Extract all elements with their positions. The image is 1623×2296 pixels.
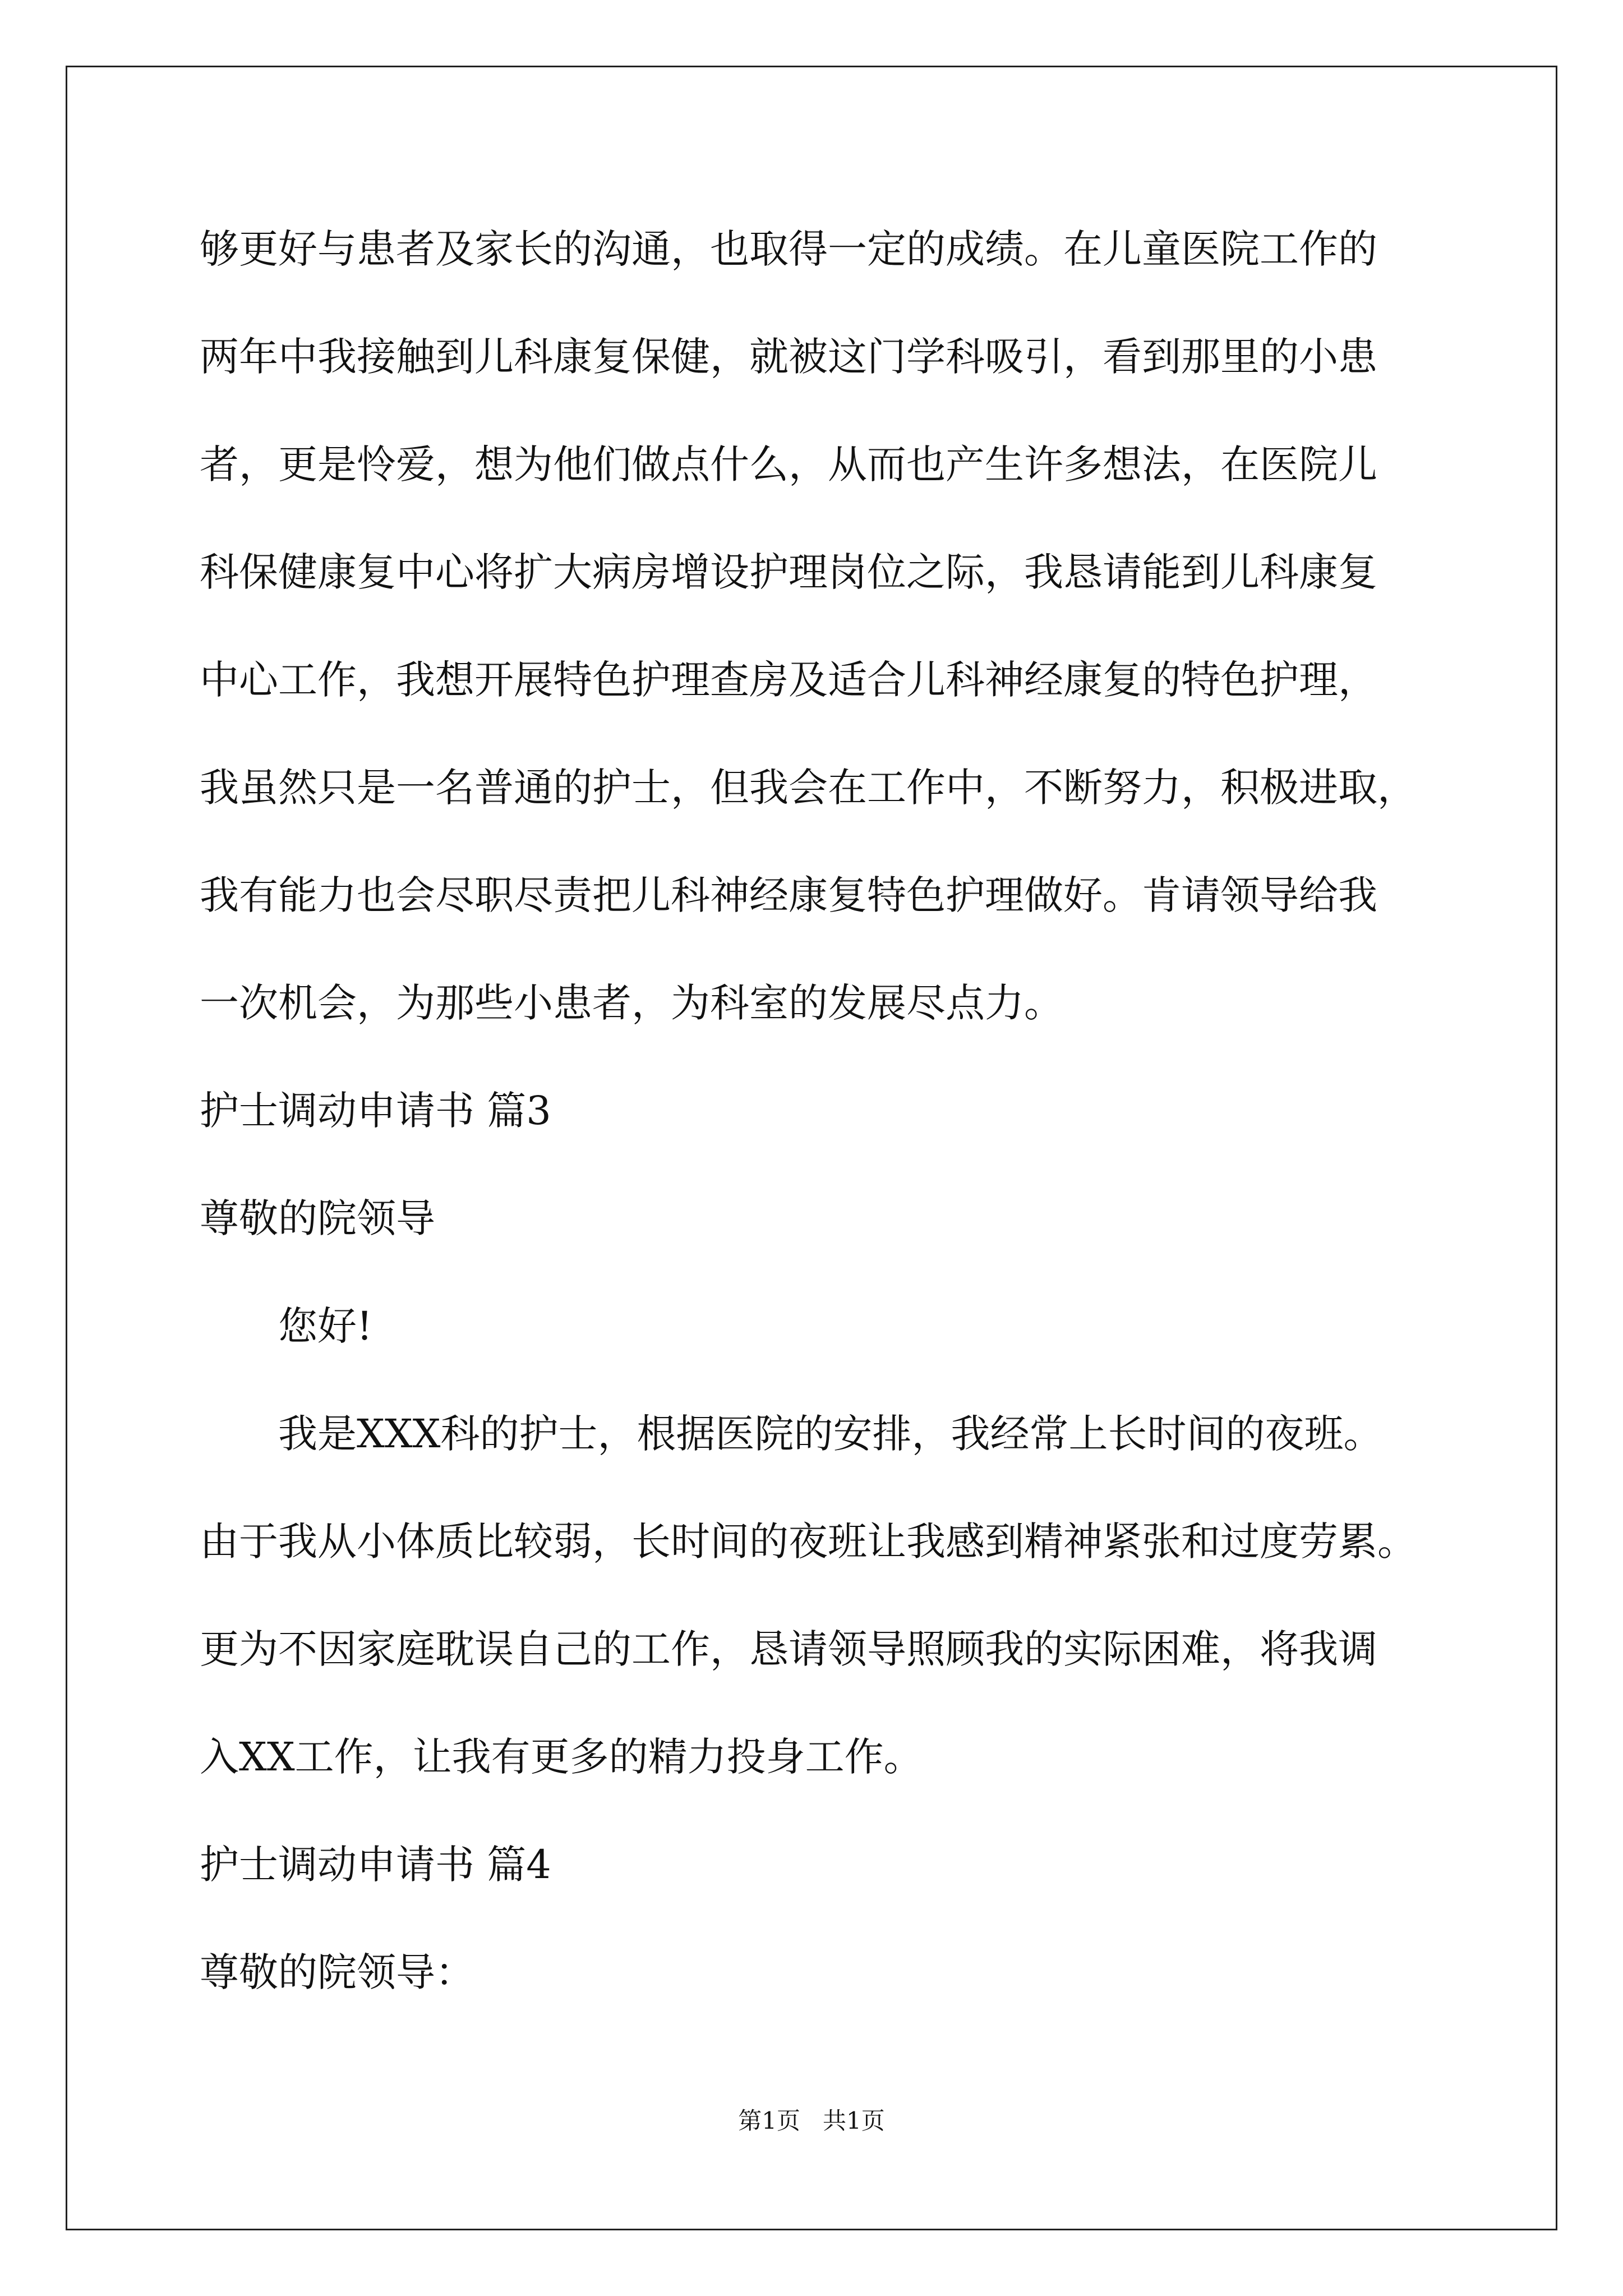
text-line-13: 由于我从小体质比较弱，长时间的夜班让我感到精神紧张和过度劳累。	[200, 1519, 1417, 1565]
salutation-2: 尊敬的院领导：	[200, 1949, 474, 1995]
text-line-15: 入XX工作，让我有更多的精力投身工作。	[200, 1734, 923, 1780]
text-line-7: 我有能力也会尽职尽责把儿科神经康复特色护理做好。肯请领导给我	[200, 872, 1377, 918]
text-line-2: 两年中我接触到儿科康复保健，就被这门学科吸引，看到那里的小患	[200, 334, 1377, 380]
text-line-5: 中心工作，我想开展特色护理查房及适合儿科神经康复的特色护理，	[200, 657, 1377, 703]
text-line-6: 我虽然只是一名普通的护士，但我会在工作中，不断努力，积极进取，	[200, 765, 1417, 811]
text-line-12: 我是XXX科的护士，根据医院的安排，我经常上长时间的夜班。	[278, 1411, 1383, 1457]
section-heading-4: 护士调动申请书 篇4	[200, 1842, 551, 1888]
text-line-8: 一次机会，为那些小患者，为科室的发展尽点力。	[200, 980, 1063, 1026]
text-line-3: 者，更是怜爱，想为他们做点什么，从而也产生许多想法，在医院儿	[200, 441, 1377, 487]
text-line-14: 更为不因家庭耽误自己的工作，恳请领导照顾我的实际困难，将我调	[200, 1626, 1377, 1672]
page-footer: 第1页 共1页	[738, 2107, 885, 2134]
text-line-1: 够更好与患者及家长的沟通，也取得一定的成绩。在儿童医院工作的	[200, 226, 1377, 272]
text-line-4: 科保健康复中心将扩大病房增设护理岗位之际，我恳请能到儿科康复	[200, 549, 1377, 595]
salutation: 尊敬的院领导	[200, 1195, 435, 1241]
section-heading-3: 护士调动申请书 篇3	[200, 1088, 551, 1134]
document-body	[200, 202, 1456, 2033]
greeting: 您好!	[278, 1303, 373, 1349]
